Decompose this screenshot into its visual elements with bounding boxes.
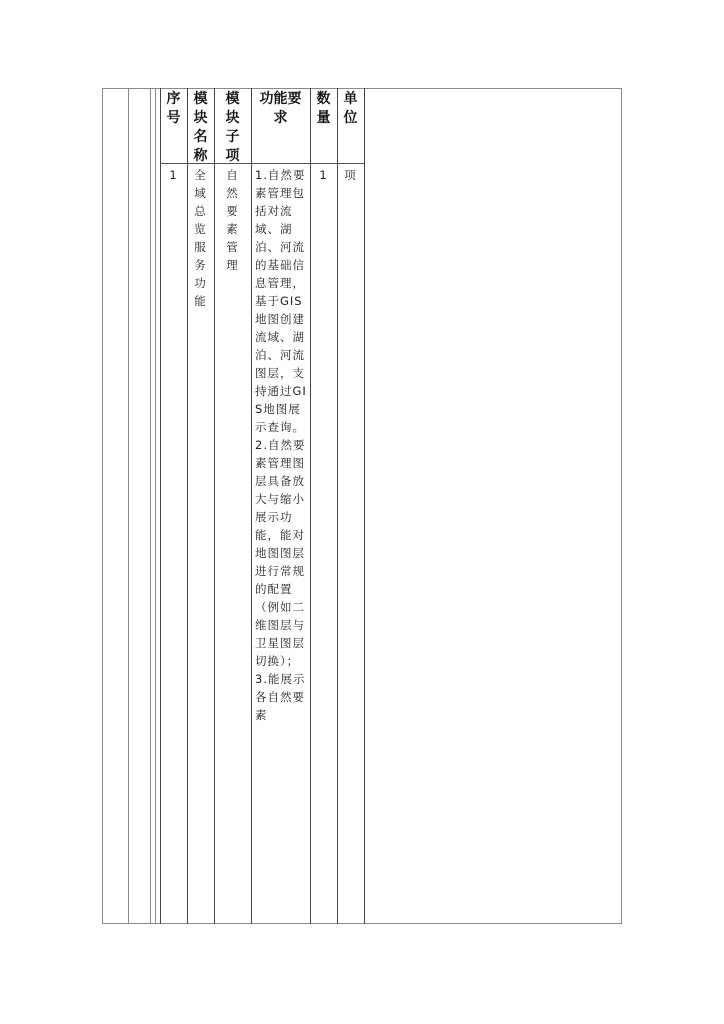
cell-unit: 项	[344, 168, 357, 182]
table-column-line	[251, 88, 252, 924]
header-quantity: 数量	[316, 91, 331, 126]
header-requirement: 功能要求	[259, 91, 302, 126]
header-seq: 序号	[166, 91, 181, 126]
table-column-line	[187, 88, 188, 924]
cell-seq: 1	[169, 168, 178, 182]
cell-module-name: 全域总览服务功能	[194, 168, 207, 308]
page-frame	[102, 88, 622, 924]
margin-column-line	[155, 88, 156, 924]
margin-column-line	[150, 88, 151, 924]
table-column-line	[214, 88, 215, 924]
table-column-line	[364, 88, 365, 924]
header-unit: 单位	[343, 91, 358, 126]
cell-quantity: 1	[319, 168, 328, 182]
header-submodule: 模块子项	[225, 91, 240, 164]
cell-requirement: 1.自然要素管理包括对流域、湖泊、河流的基础信息管理，基于GIS地图创建流域、湖泊、河流图层，支持通过GIS地图展示查询。2.自然要素管理图层具备放大与缩小展示功能，能对地图图层进行常规的配置（例如二维图层与卫星图层切换）；3.能展示各自然要素	[255, 168, 307, 722]
table-column-line	[160, 88, 161, 924]
margin-column-line	[128, 88, 129, 924]
cell-submodule: 自然要素管理	[226, 168, 239, 272]
table-column-line	[337, 88, 338, 924]
table-column-line	[310, 88, 311, 924]
header-module-name: 模块名称	[193, 91, 208, 164]
